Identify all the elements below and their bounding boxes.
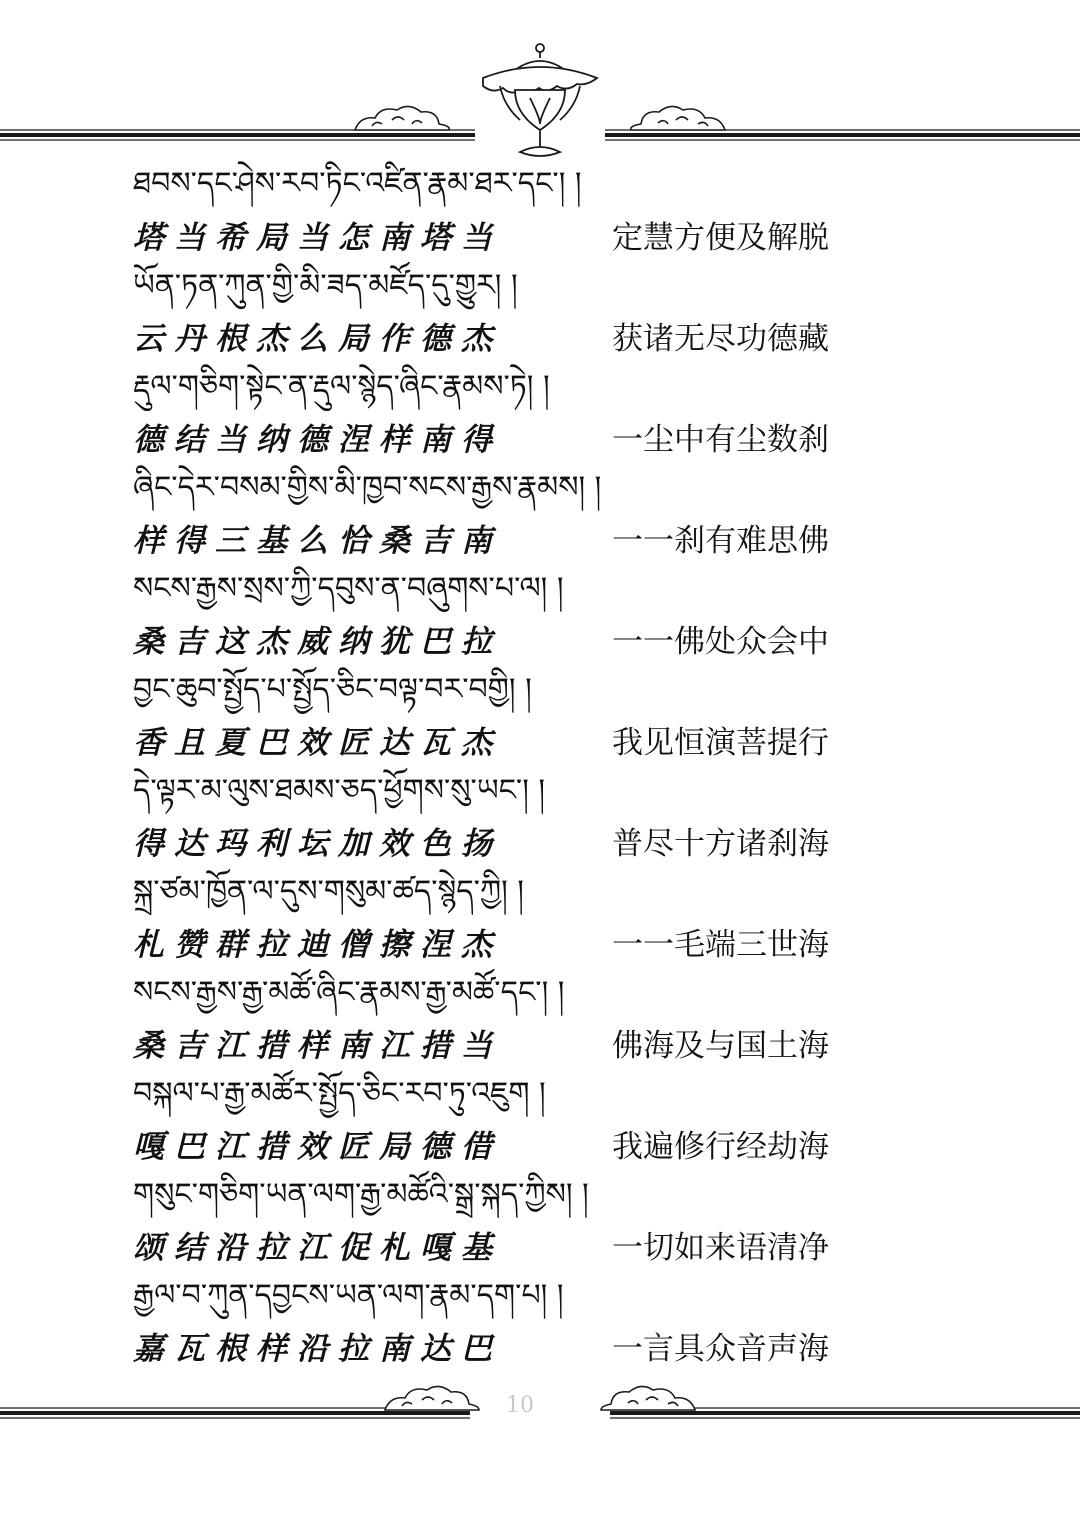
cloud-scroll-icon <box>601 1386 695 1410</box>
chinese-translation: 定慧方便及解脱 <box>612 220 829 256</box>
phonetic-line: 云丹根杰么局作德杰 <box>133 321 502 357</box>
tibetan-line: སངས་རྒྱས་རྒྱ་མཚོ་ཞིང་རྣམས་རྒྱ་མཚོ་དང་། ། <box>133 975 565 1010</box>
tibetan-line: དེ་ལྟར་མ་ལུས་ཐམས་ཅད་ཕྱོགས་སུ་ཡང་། ། <box>133 773 546 808</box>
cloud-scroll-icon <box>385 1386 479 1410</box>
chinese-translation: 一切如来语清净 <box>612 1230 829 1266</box>
tibetan-line: བྱང་ཆུབ་སྤྱོད་པ་སྤྱོད་ཅིང་བལྟ་བར་བགྱི། ། <box>133 672 532 707</box>
phonetic-line: 桑吉江措样南江措当 <box>133 1028 502 1064</box>
phonetic-line: 颂结沿拉江促札嘎基 <box>133 1230 502 1266</box>
tibetan-line: ཞིང་དེར་བསམ་གྱིས་མི་ཁྱབ་སངས་རྒྱས་རྣམས། ། <box>133 470 602 505</box>
phonetic-line: 桑吉这杰威纳犹巴拉 <box>133 624 502 660</box>
tibetan-line: བསྐལ་པ་རྒྱ་མཚོར་སྤྱོད་ཅིང་རབ་ཏུ་འཇུག ། <box>133 1076 546 1111</box>
phonetic-line: 样得三基么恰桑吉南 <box>133 523 502 559</box>
phonetic-line: 嘉瓦根样沿拉南达巴 <box>133 1331 502 1367</box>
chinese-translation: 我见恒演菩提行 <box>612 725 829 761</box>
tibetan-line: ཐབས་དང་ཤེས་རབ་ཏིང་འཛིན་རྣམ་ཐར་དང་། ། <box>133 166 582 201</box>
phonetic-line: 塔当希局当怎南塔当 <box>133 220 502 256</box>
tibetan-line: གསུང་གཅིག་ཡན་ལག་རྒྱ་མཚོའི་སྒྲ་སྐད་ཀྱིས། ། <box>133 1177 589 1212</box>
phonetic-line: 嘎巴江措效匠局德借 <box>133 1129 502 1165</box>
tibetan-line: རྒྱལ་བ་ཀུན་དབྱངས་ཡན་ལག་རྣམ་དག་པ། ། <box>133 1278 564 1313</box>
tibetan-line: སྐྲ་ཙམ་ཁྱོན་ལ་དུས་གསུམ་ཚད་སྙེད་ཀྱི། ། <box>133 874 524 909</box>
phonetic-line: 札赞群拉迪僧擦涅杰 <box>133 927 502 963</box>
phonetic-line: 香且夏巴效匠达瓦杰 <box>133 725 502 761</box>
chinese-translation: 佛海及与国土海 <box>612 1028 829 1064</box>
chinese-translation: 一一佛处众会中 <box>612 624 829 660</box>
phonetic-line: 德结当纳德涅样南得 <box>133 422 502 458</box>
tibetan-line: ཡོན་ཏན་ཀུན་གྱི་མི་ཟད་མཛོད་དུ་གྱུར། ། <box>133 268 518 303</box>
chinese-translation: 一言具众音声海 <box>612 1331 829 1367</box>
chinese-translation: 普尽十方诸刹海 <box>612 826 829 862</box>
page-number: 10 <box>506 1393 534 1418</box>
chinese-translation: 一一刹有难思佛 <box>612 523 829 559</box>
tibetan-line: སངས་རྒྱས་སྲས་ཀྱི་དབུས་ན་བཞུགས་པ་ལ། ། <box>133 571 564 606</box>
tibetan-line: རྡུལ་གཅིག་སྟེང་ན་རྡུལ་སྙེད་ཞིང་རྣམས་ཏེ། ། <box>133 369 550 404</box>
chinese-translation: 获诸无尽功德藏 <box>612 321 829 357</box>
chinese-translation: 我遍修行经劫海 <box>612 1129 829 1165</box>
chinese-translation: 一一毛端三世海 <box>612 927 829 963</box>
phonetic-line: 得达玛利坛加效色扬 <box>133 826 502 862</box>
chinese-translation: 一尘中有尘数刹 <box>612 422 829 458</box>
